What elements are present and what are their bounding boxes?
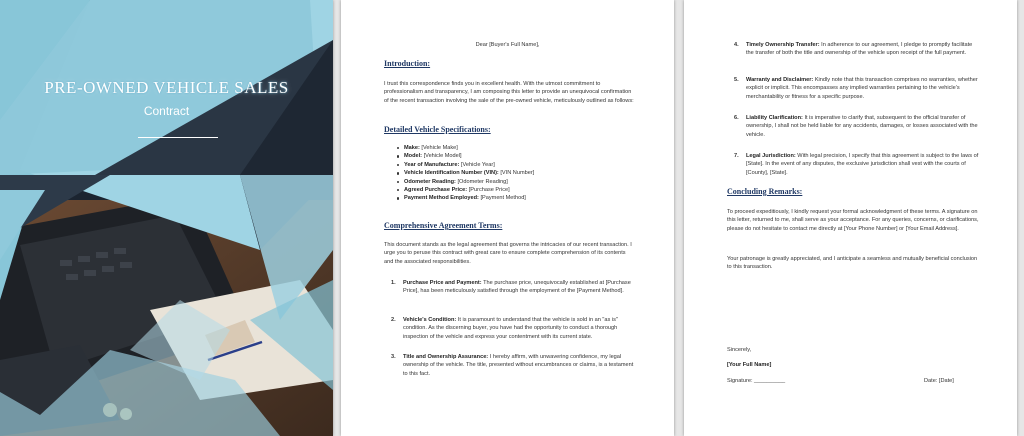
terms-heading: Comprehensive Agreement Terms: (384, 221, 503, 230)
remarks-paragraph: Your patronage is greatly appreciated, and I anticipate a seamless and mutually beneficial conclusion to this transaction. (727, 256, 978, 271)
intro-text: I trust this correspondence finds you in excellent health. With the utmost commitment to professionalism and transparency, I am composing this letter to provide an unequivocal confirmation of the recent transaction involving the sale of the pre-owned vehicle, meticulously outlined as follows: (384, 81, 634, 104)
spec-item: Agreed Purchase Price: [Purchase Price] (404, 186, 634, 194)
letter-page-2 (684, 0, 1017, 436)
signature-line: Signature: __________ (727, 378, 786, 384)
terms-intro: This document stands as the legal agreement that governs the intricacies of our recent transaction. I urge you to peruse this contract with great care to ensure complete comprehension of its contents and the associated responsibilities. (384, 242, 632, 265)
spec-item: Payment Method Employed: [Payment Method] (404, 194, 634, 202)
cover-divider (138, 137, 218, 138)
term-item: 7. Legal Jurisdiction: With legal precision, I specify that this agreement is subject to the laws of [State]. In the event of any disputes, the exclusive jurisdiction shall vest with the courts of [County], [State]. (734, 153, 979, 176)
date-line: Date: [Date] (924, 378, 954, 384)
spec-item: Make: [Vehicle Make] (404, 144, 634, 152)
sender-name: [Your Full Name] (727, 362, 772, 368)
spec-item: Year of Manufacture: [Vehicle Year] (404, 161, 634, 169)
term-item: 6. Liability Clarification: It is imperative to clarify that, subsequent to the official transfer of ownership, I shall not be held liable for any accidents, damages, or losses associated with the vehicle. (734, 115, 978, 138)
spec-item: Vehicle Identification Number (VIN): [VIN Number] (404, 169, 634, 177)
spec-item: Model: [Vehicle Model] (404, 152, 634, 160)
salutation: Dear [Buyer's Full Name], (475, 42, 540, 48)
term-item: 5. Warranty and Disclaimer: Kindly note that this transaction comprises no warranties, whether explicit or implicit. This encompasses any implied warranties pertaining to the vehicle's merchantability or fitness for a specific purpose. (734, 77, 978, 100)
letter-page-1 (341, 0, 674, 436)
specs-heading: Detailed Vehicle Specifications: (384, 125, 491, 134)
spec-item: Odometer Reading: [Odometer Reading] (404, 178, 634, 186)
term-item: 3. Title and Ownership Assurance: I hereby affirm, with unwavering confidence, my legal ownership of the vehicle. The title, presented without encumbrances or claims, is a testament to this fact. (391, 354, 634, 377)
cover-page (0, 0, 333, 436)
remarks-paragraph: To proceed expeditiously, I kindly request your formal acknowledgment of these terms. A signature on this letter, returned to me, shall serve as your acceptance. For any queries, concerns, or clarifications, please do not hesitate to contact me directly at [Your Phone Number] or [Your Email Address]. (727, 209, 979, 232)
intro-heading: Introduction: (384, 59, 431, 68)
cover-artwork (0, 0, 333, 436)
term-item: 4. Timely Ownership Transfer: In adherence to our agreement, I pledge to promptly facilitate the transfer of both the title and ownership of the vehicle upon receipt of the full payment. (734, 42, 973, 57)
term-item: 2. Vehicle's Condition: It is paramount to understand that the vehicle is sold in an "as is" condition. As the discerning buyer, you have had the opportunity to conduct a thorough inspection of the vehicle and express your contentment with its current state. (391, 317, 618, 340)
remarks-heading: Concluding Remarks: (727, 187, 803, 196)
term-item: 1. Purchase Price and Payment: The purchase price, unequivocally established at [Purchase Price], has been meticulously satisfied through the employment of the [Payment Method]. (391, 280, 631, 295)
cover-title: PRE-OWNED VEHICLE SALES (44, 78, 289, 97)
specs-list (394, 144, 634, 203)
cover-subtitle: Contract (143, 104, 190, 118)
closing: Sincerely, (727, 347, 752, 353)
